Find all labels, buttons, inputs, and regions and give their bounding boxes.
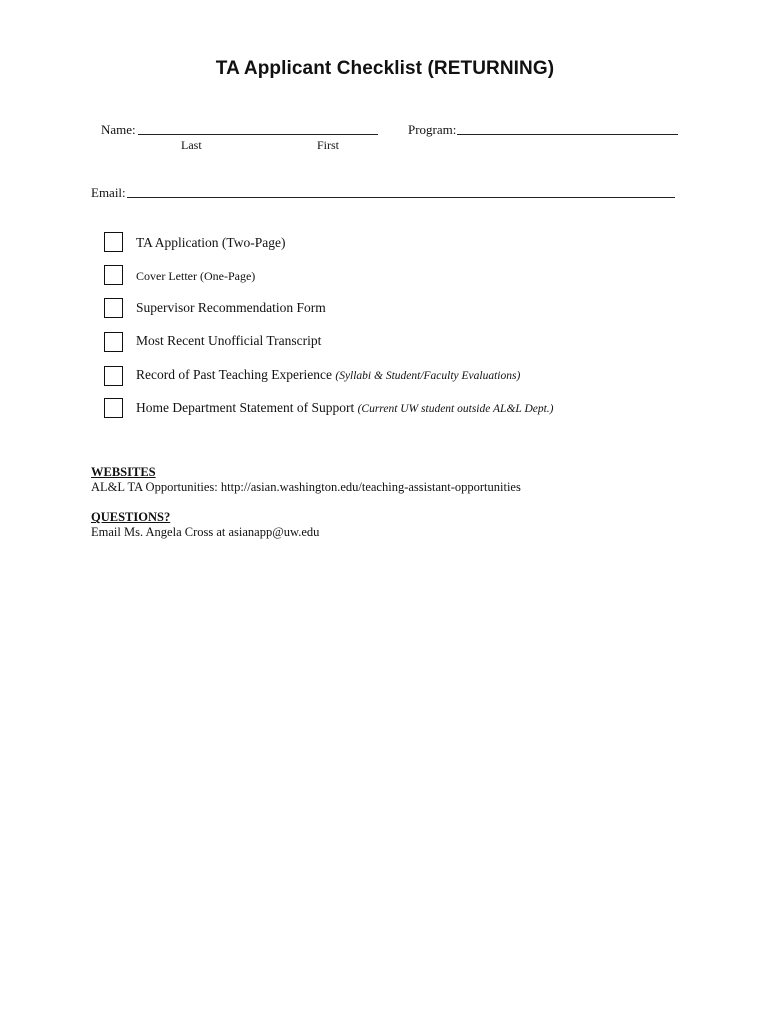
checklist-item-cover-letter: [136, 268, 255, 284]
name-last-caption: Last: [181, 138, 202, 152]
checklist-item-label: Cover Letter (One-Page): [136, 269, 256, 283]
checklist-item-note: (Current UW student outside AL&L Dept.): [357, 403, 554, 415]
questions-heading: QUESTIONS?: [91, 510, 171, 524]
checklist-item-label: Supervisor Recommendation Form: [136, 300, 326, 315]
page-title: TA Applicant Checklist (RETURNING): [215, 58, 555, 79]
checklist-item-supervisor-recommendation: [136, 300, 326, 316]
checklist-item-ta-application: [136, 235, 285, 251]
program-field[interactable]: [457, 134, 678, 135]
email-label: Email:: [91, 185, 126, 200]
checkbox-teaching-experience[interactable]: [104, 366, 123, 386]
checkbox-cover-letter[interactable]: [104, 265, 123, 285]
name-label: Name:: [101, 122, 136, 137]
checkbox-statement-of-support[interactable]: [104, 398, 123, 418]
checkbox-ta-application[interactable]: [104, 232, 123, 252]
name-first-caption: First: [317, 138, 340, 152]
checklist-item-statement-of-support: [136, 400, 554, 417]
checklist-item-note: (Syllabi & Student/Faculty Evaluations): [335, 370, 521, 382]
websites-text: AL&L TA Opportunities: http://asian.washington.edu/teaching-assistant-opportunities: [91, 480, 521, 494]
checklist-item-unofficial-transcript: [136, 333, 321, 349]
checklist-item-teaching-experience: [136, 367, 520, 384]
checkbox-supervisor-recommendation[interactable]: [104, 298, 123, 318]
questions-text: Email Ms. Angela Cross at asianapp@uw.edu: [91, 525, 320, 539]
checklist-item-label: Record of Past Teaching Experience: [136, 367, 332, 382]
checkbox-unofficial-transcript[interactable]: [104, 332, 123, 352]
name-field[interactable]: [138, 134, 378, 135]
program-label: Program:: [408, 122, 457, 137]
checklist-item-label: TA Application (Two-Page): [136, 235, 286, 250]
email-field[interactable]: [127, 197, 675, 198]
checklist-item-label: Home Department Statement of Support: [136, 400, 355, 415]
websites-heading: WEBSITES: [91, 465, 156, 479]
checklist-item-label: Most Recent Unofficial Transcript: [136, 333, 322, 348]
